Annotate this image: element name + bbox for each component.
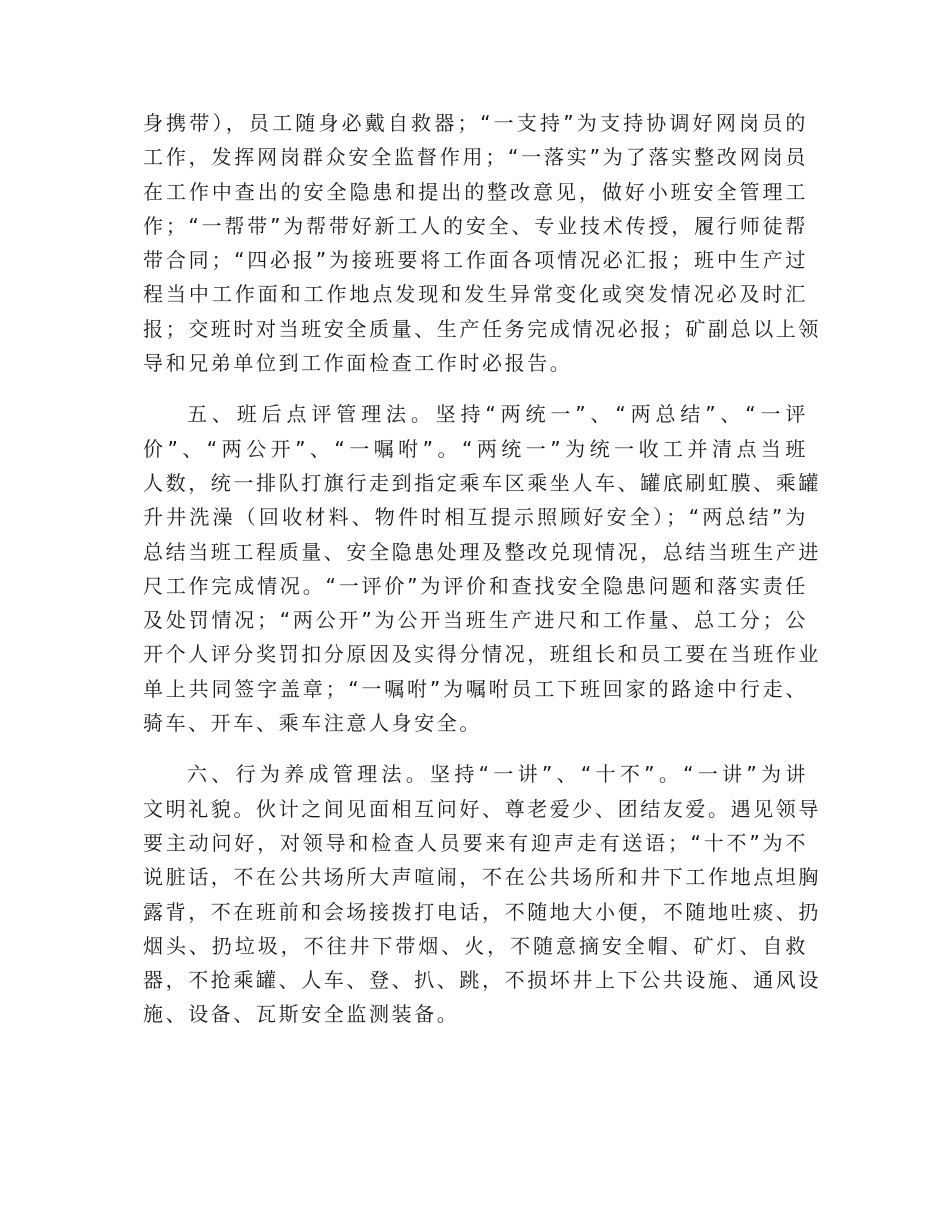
text-line: 单上共同签字盖章；“一嘱咐”为嘱咐员工下班回家的路途中行走、 — [143, 676, 808, 701]
text-line: 程当中工作面和工作地点发现和发生异常变化或突发情况必及时汇 — [143, 282, 808, 307]
text-line: 报；交班时对当班安全质量、生产任务完成情况必报；矿副总以上领 — [143, 316, 821, 341]
document-body — [143, 106, 821, 1032]
text-line: 工作，发挥网岗群众安全监督作用；“一落实”为了落实整改网岗员 — [143, 145, 808, 170]
text-line: 人数，统一排队打旗行走到指定乘车区乘坐人车、罐底刷虹膜、乘罐 — [143, 470, 821, 495]
text-line: 及处罚情况；“两公开”为公开当班生产进尺和工作量、总工分；公 — [143, 608, 808, 633]
text-line: 尺工作完成情况。“一评价”为评价和查找安全隐患问题和落实责任 — [143, 573, 808, 598]
text-line: 说脏话，不在公共场所大声喧闹，不在公共场所和井下工作地点坦胸 — [143, 865, 821, 890]
text-line: 价”、“两公开”、“一嘱咐”。“两统一”为统一收工并清点当班 — [143, 436, 808, 461]
paragraph-section-six — [143, 757, 821, 1031]
text-line: 在工作中查出的安全隐患和提出的整改意见，做好小班安全管理工 — [143, 179, 808, 204]
text-line: 器，不抢乘罐、人车、登、扒、跳，不损坏井上下公共设施、通风设 — [143, 968, 821, 993]
paragraph-section-five — [143, 397, 821, 740]
text-line: 施、设备、瓦斯安全监测装备。 — [143, 1002, 460, 1027]
text-line: 六、行为养成管理法。坚持“一讲”、“十不”。“一讲”为讲 — [187, 762, 808, 787]
text-line: 升井洗澡（回收材料、物件时相互提示照顾好安全）；“两总结”为 — [143, 505, 808, 530]
text-line: 总结当班工程质量、安全隐患处理及整改兑现情况，总结当班生产进 — [143, 539, 821, 564]
text-line: 烟头、扔垃圾，不往井下带烟、火，不随意摘安全帽、矿灯、自救 — [143, 933, 808, 958]
text-line: 身携带），员工随身必戴自救器；“一支持”为支持协调好网岗员的 — [143, 111, 808, 135]
text-line: 带合同；“四必报”为接班要将工作面各项情况必汇报；班中生产过 — [143, 248, 808, 273]
text-line: 露背，不在班前和会场接拨打电话，不随地大小便，不随地吐痰、扔 — [143, 899, 821, 924]
text-line: 作；“一帮带”为帮带好新工人的安全、专业技术传授，履行师徒帮 — [143, 213, 808, 238]
text-line: 文明礼貌。伙计之间见面相互问好、尊老爱少、团结友爱。遇见领导 — [143, 796, 821, 821]
text-line: 导和兄弟单位到工作面检查工作时必报告。 — [143, 351, 573, 376]
text-line: 要主动问好，对领导和检查人员要来有迎声走有送语；“十不”为不 — [143, 830, 808, 855]
text-line: 骑车、开车、乘车注意人身安全。 — [143, 711, 482, 736]
text-line: 五、班后点评管理法。坚持“两统一”、“两总结”、“一评 — [187, 402, 808, 427]
text-line: 开个人评分奖罚扣分原因及实得分情况，班组长和员工要在当班作业 — [143, 642, 821, 667]
paragraph-continuation — [143, 106, 821, 380]
